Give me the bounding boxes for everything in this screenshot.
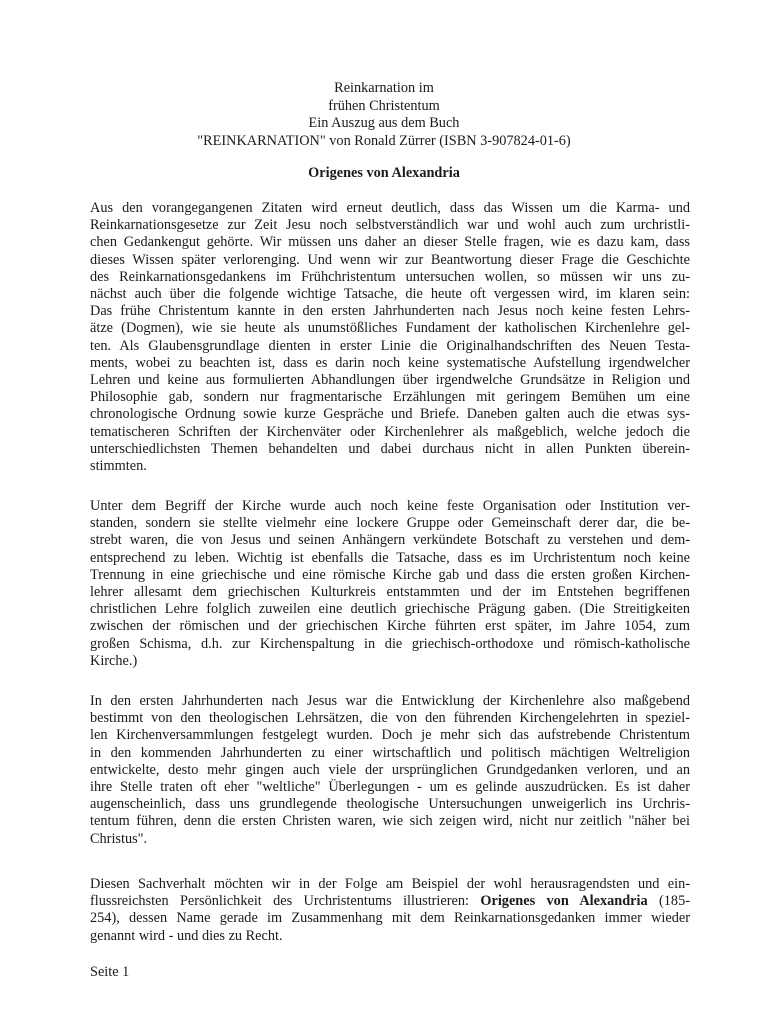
text-line: Unter dem Begriff der Kirche wurde auch noch keine feste Organisation oder Institution ver- — [90, 498, 690, 514]
text-line: des Reinkarnationsgedankens im Frühchristentum untersuchen wollen, so müssen wir uns zu- — [90, 268, 690, 285]
text-line: ten. Als Glaubensgrundlage dienten in erster Linie die Originalhandschriften des Neuen Testa- — [90, 337, 690, 354]
text-line: in den kommenden Jahrhunderten zu einer wirtschaftlich und politisch mächtigen Weltreligion — [90, 744, 690, 761]
text-line: lehrer allesamt dem griechischen Kulturkreis entstammten und der im Entstehen begriffenen — [90, 584, 690, 601]
text-line: dieses Wissen später verlorenging. Und wenn wir zur Beantwortung dieser Frage die Geschichte — [90, 251, 690, 268]
text-line: Aus den vorangegangenen Zitaten wird erneut deutlich, dass das Wissen um die Karma- und — [90, 200, 690, 216]
paragraph-4 — [90, 876, 690, 945]
text-line: genannt wird - und dies zu Recht. — [90, 927, 283, 944]
paragraph-1 — [90, 200, 690, 475]
text-line: Lehren und keine aus formulierten Abhandlungen über irgendwelche Grundsätze in Religion und — [90, 372, 690, 389]
text-line: len Kirchenversammlungen festgelegt wurden. Doch je mehr sich das aufstrebende Christentum — [90, 727, 690, 744]
text-line: In den ersten Jahrhunderten nach Jesus war die Entwicklung der Kirchenlehre also maßgebend — [90, 693, 690, 709]
header-line: frühen Christentum — [328, 97, 440, 114]
header-line: Ein Auszug aus dem Buch — [308, 115, 460, 131]
text-line: Diesen Sachverhalt möchten wir in der Folge am Beispiel der wohl herausragendsten und ein- — [90, 876, 690, 892]
section-title: Origenes von Alexandria — [308, 165, 460, 181]
text-line: unterschiedlichsten Themen behandelten und dabei durchaus nicht in allen Punkten überein- — [90, 440, 690, 457]
text-line: augenscheinlich, dass uns grundlegende theologische Untersuchungen unweigerlich ins Urchris- — [90, 796, 690, 813]
text-line: bestimmt von den theologischen Lehrsätzen, die von den führenden Kirchengelehrten in speziel- — [90, 710, 690, 727]
text-line: entwickelte, desto mehr gingen auch viele der ursprünglichen Grundgedanken verloren, und an — [90, 761, 690, 778]
text-segment: (185- — [647, 893, 690, 910]
text-line: Reinkarnationsgesetze zur Zeit Jesu noch selbstverständlich war und wohl auch zum urchristli- — [90, 217, 690, 234]
text-line: stimmten. — [90, 458, 147, 475]
text-line: Kirche.) — [90, 652, 138, 669]
text-line: chen Gedankengut gehörte. Wir müssen uns daher an dieser Stelle fragen, wie es dazu kam, dass — [90, 234, 690, 251]
header-line: "REINKARNATION" von Ronald Zürrer (ISBN 3-907824-01-6) — [197, 132, 571, 149]
text-line: zwischen der römischen und der griechischen Kirche führten erst später, im Jahre 1054, zum — [90, 618, 690, 635]
paragraph-3 — [90, 693, 690, 848]
text-line: tematischeren Schriften der Kirchenväter oder Kirchenlehrer als maßgeblich, welche jedoch die — [90, 423, 690, 440]
page-number: Seite 1 — [90, 964, 130, 980]
text-line: tentum führen, denn die ersten Christen waren, wie sich zeigen wird, nicht nur zeitlich "näher bei — [90, 813, 690, 830]
text-line: großen Schisma, d.h. zur Kirchenspaltung in die griechisch-orthodoxe und römisch-katholische — [90, 635, 690, 652]
person-name-bold: Origenes von Alexandria — [480, 893, 648, 910]
text-line: ätze (Dogmen), wie sie heute als unumstößliches Fundament der katholischen Kirchenlehre gel- — [90, 320, 690, 337]
text-line: Trennung in eine griechische und eine römische Kirche gab und dass die ersten großen Kirchen- — [90, 566, 690, 583]
text-line: nächst auch über die folgende wichtige Tatsache, die heute oft vergessen wird, im klaren sein: — [90, 286, 690, 303]
text-line: Das frühe Christentum kannte in den ersten Jahrhunderten nach Jesus noch keine festen Lehrs- — [90, 303, 690, 320]
text-line: chronologische Ordnung sowie kurze Gespräche und Briefe. Daneben galten auch die etwas sys- — [90, 406, 690, 423]
text-line: standen, sondern sie stellte vielmehr eine lockere Gruppe oder Gemeinschaft derer dar, die be- — [90, 515, 690, 532]
text-line: entsprechend zu leben. Wichtig ist ebenfalls die Tatsache, dass es im Urchristentum noch keine — [90, 549, 690, 566]
header-line: Reinkarnation im — [334, 80, 434, 96]
document-header — [0, 80, 768, 150]
text-line: Christus". — [90, 830, 148, 847]
text-line: Philosophie gab, sondern nur fragmentarische Erzählungen mit geringem Bemühen um eine — [90, 389, 690, 406]
text-segment: flussreichsten Persönlichkeit des Urchristentums illustrieren: — [90, 893, 481, 910]
text-line — [90, 893, 690, 910]
text-line: ihre Stelle traten oft eher "weltliche" Überlegungen - um es gelinde auszudrücken. Es ist daher — [90, 779, 690, 796]
paragraph-2 — [90, 498, 690, 670]
text-line: ments, wobei zu beachten ist, dass es darin noch keine systematische Aufstellung irgendwelcher — [90, 354, 690, 371]
text-line: christlichen Lehre folglich zuweilen eine deutlich griechische Prägung gaben. (Die Streitigkeiten — [90, 601, 690, 618]
text-line: 254), dessen Name gerade im Zusammenhang mit dem Reinkarnationsgedanken immer wieder — [90, 910, 690, 927]
text-line: strebt waren, die von Jesus und seinen Anhängern verkündete Botschaft zu verstehen und dem- — [90, 532, 690, 549]
